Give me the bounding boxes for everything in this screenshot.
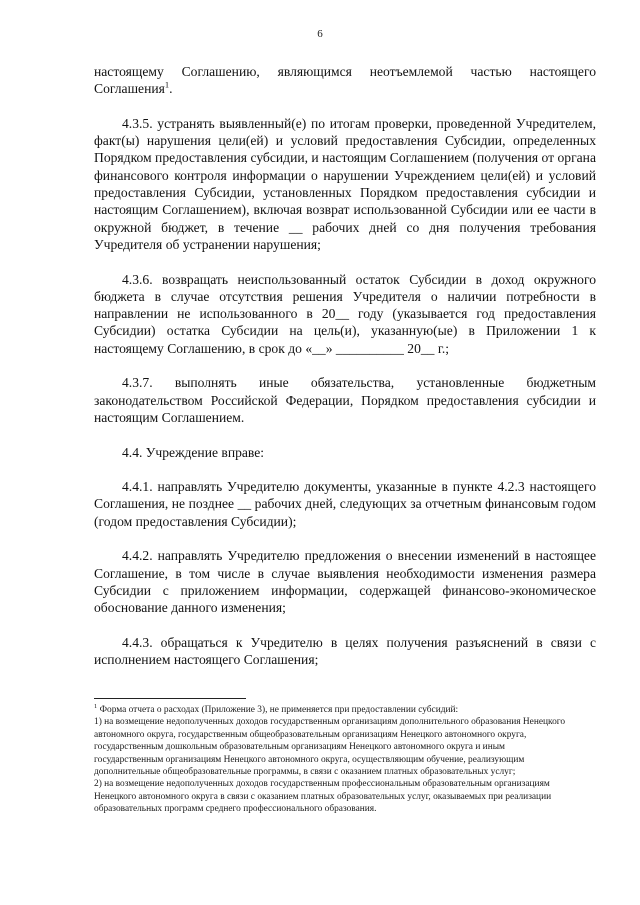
footnote-item-1: 1) на возмещение недополученных доходов государственным организациям дополнительного образования Ненецкого автономного округа, государственным общеобразовательным организациям Ненецкого автономного округа, государственным дошкольным образовательным организациям Ненецкого автономного округа и иным государственным организациям Ненецкого автономного округа, осуществляющим обучение, реализующим дополнительные общеобразовательные программы, в связи с оказанием платных образовательных услуг;	[94, 717, 566, 778]
footnote-intro	[94, 704, 570, 716]
paragraph-continuation	[94, 63, 596, 98]
footnotes	[94, 704, 570, 816]
document-body	[94, 63, 596, 686]
footnote-reference: 1	[164, 79, 170, 90]
clause-4-3-5: 4.3.5. устранять выявленный(е) по итогам проверки, проведенной Учредителем, факт(ы) нарушения цели(ей) и условий предоставления Субсидии, определенных Порядком предоставления субсидии, и настоящим Соглашением (получения от органа финансового контроля информации о нарушении Учреждением цели(ей) и условий предоставления Субсидии, установленных Порядком предоставления субсидии и настоящим Соглашением), включая возврат использованной Субсидии или ее части в окружной бюджет, в течение __ рабочих дней со дня получения требования Учредителя об устранении нарушения;	[94, 115, 596, 252]
paragraph-continuation-end: .	[169, 81, 173, 97]
clause-4-4-3: 4.4.3. обращаться к Учредителю в целях получения разъяснений в связи с исполнением настоящего Соглашения;	[94, 634, 596, 668]
clause-4-4-heading: 4.4. Учреждение вправе:	[122, 444, 265, 460]
clause-4-4-2: 4.4.2. направлять Учредителю предложения о внесении изменений в настоящее Соглашение, в том числе в случае выявления необходимости изменения размера Субсидии с приложением информации, содержащей финансово-экономическое обоснование данного изменения;	[94, 548, 596, 616]
page-number: 6	[317, 28, 323, 40]
clause-4-3-6: 4.3.6. возвращать неиспользованный остаток Субсидии в доход окружного бюджета в случае отсутствия решения Учредителя о наличии потребности в направлении не использованного в 20__ году (указывается год предоставления Субсидии) остатка Субсидии на цель(и), указанную(ые) в Приложении 1 к настоящему Соглашению, в срок до «__» __________ 20__ г.;	[94, 271, 596, 356]
footnote-item-2: 2) на возмещение недополученных доходов государственным профессиональным образовательным организациям Ненецкого автономного округа в связи с оказанием платных образовательных услуг, оказываемых при реализации образовательных программ среднего профессионального образования.	[94, 779, 552, 815]
footnote-mark: 1	[94, 702, 98, 710]
clause-4-3-7: 4.3.7. выполнять иные обязательства, установленные бюджетным законодательством Российской Федерации, Порядком предоставления субсидии и настоящим Соглашением.	[94, 375, 596, 425]
clause-4-4-1: 4.4.1. направлять Учредителю документы, указанные в пункте 4.2.3 настоящего Соглашения, не позднее __ рабочих дней, следующих за отчетным финансовым годом (годом предоставления Субсидии);	[94, 479, 596, 529]
footnote-intro-text: Форма отчета о расходах (Приложение 3), не применяется при предоставлении субсидий:	[97, 705, 459, 715]
footnote-divider	[94, 698, 246, 699]
paragraph-continuation-text: настоящему Соглашению, являющимся неотъемлемой частью настоящего Соглашения	[94, 64, 596, 97]
